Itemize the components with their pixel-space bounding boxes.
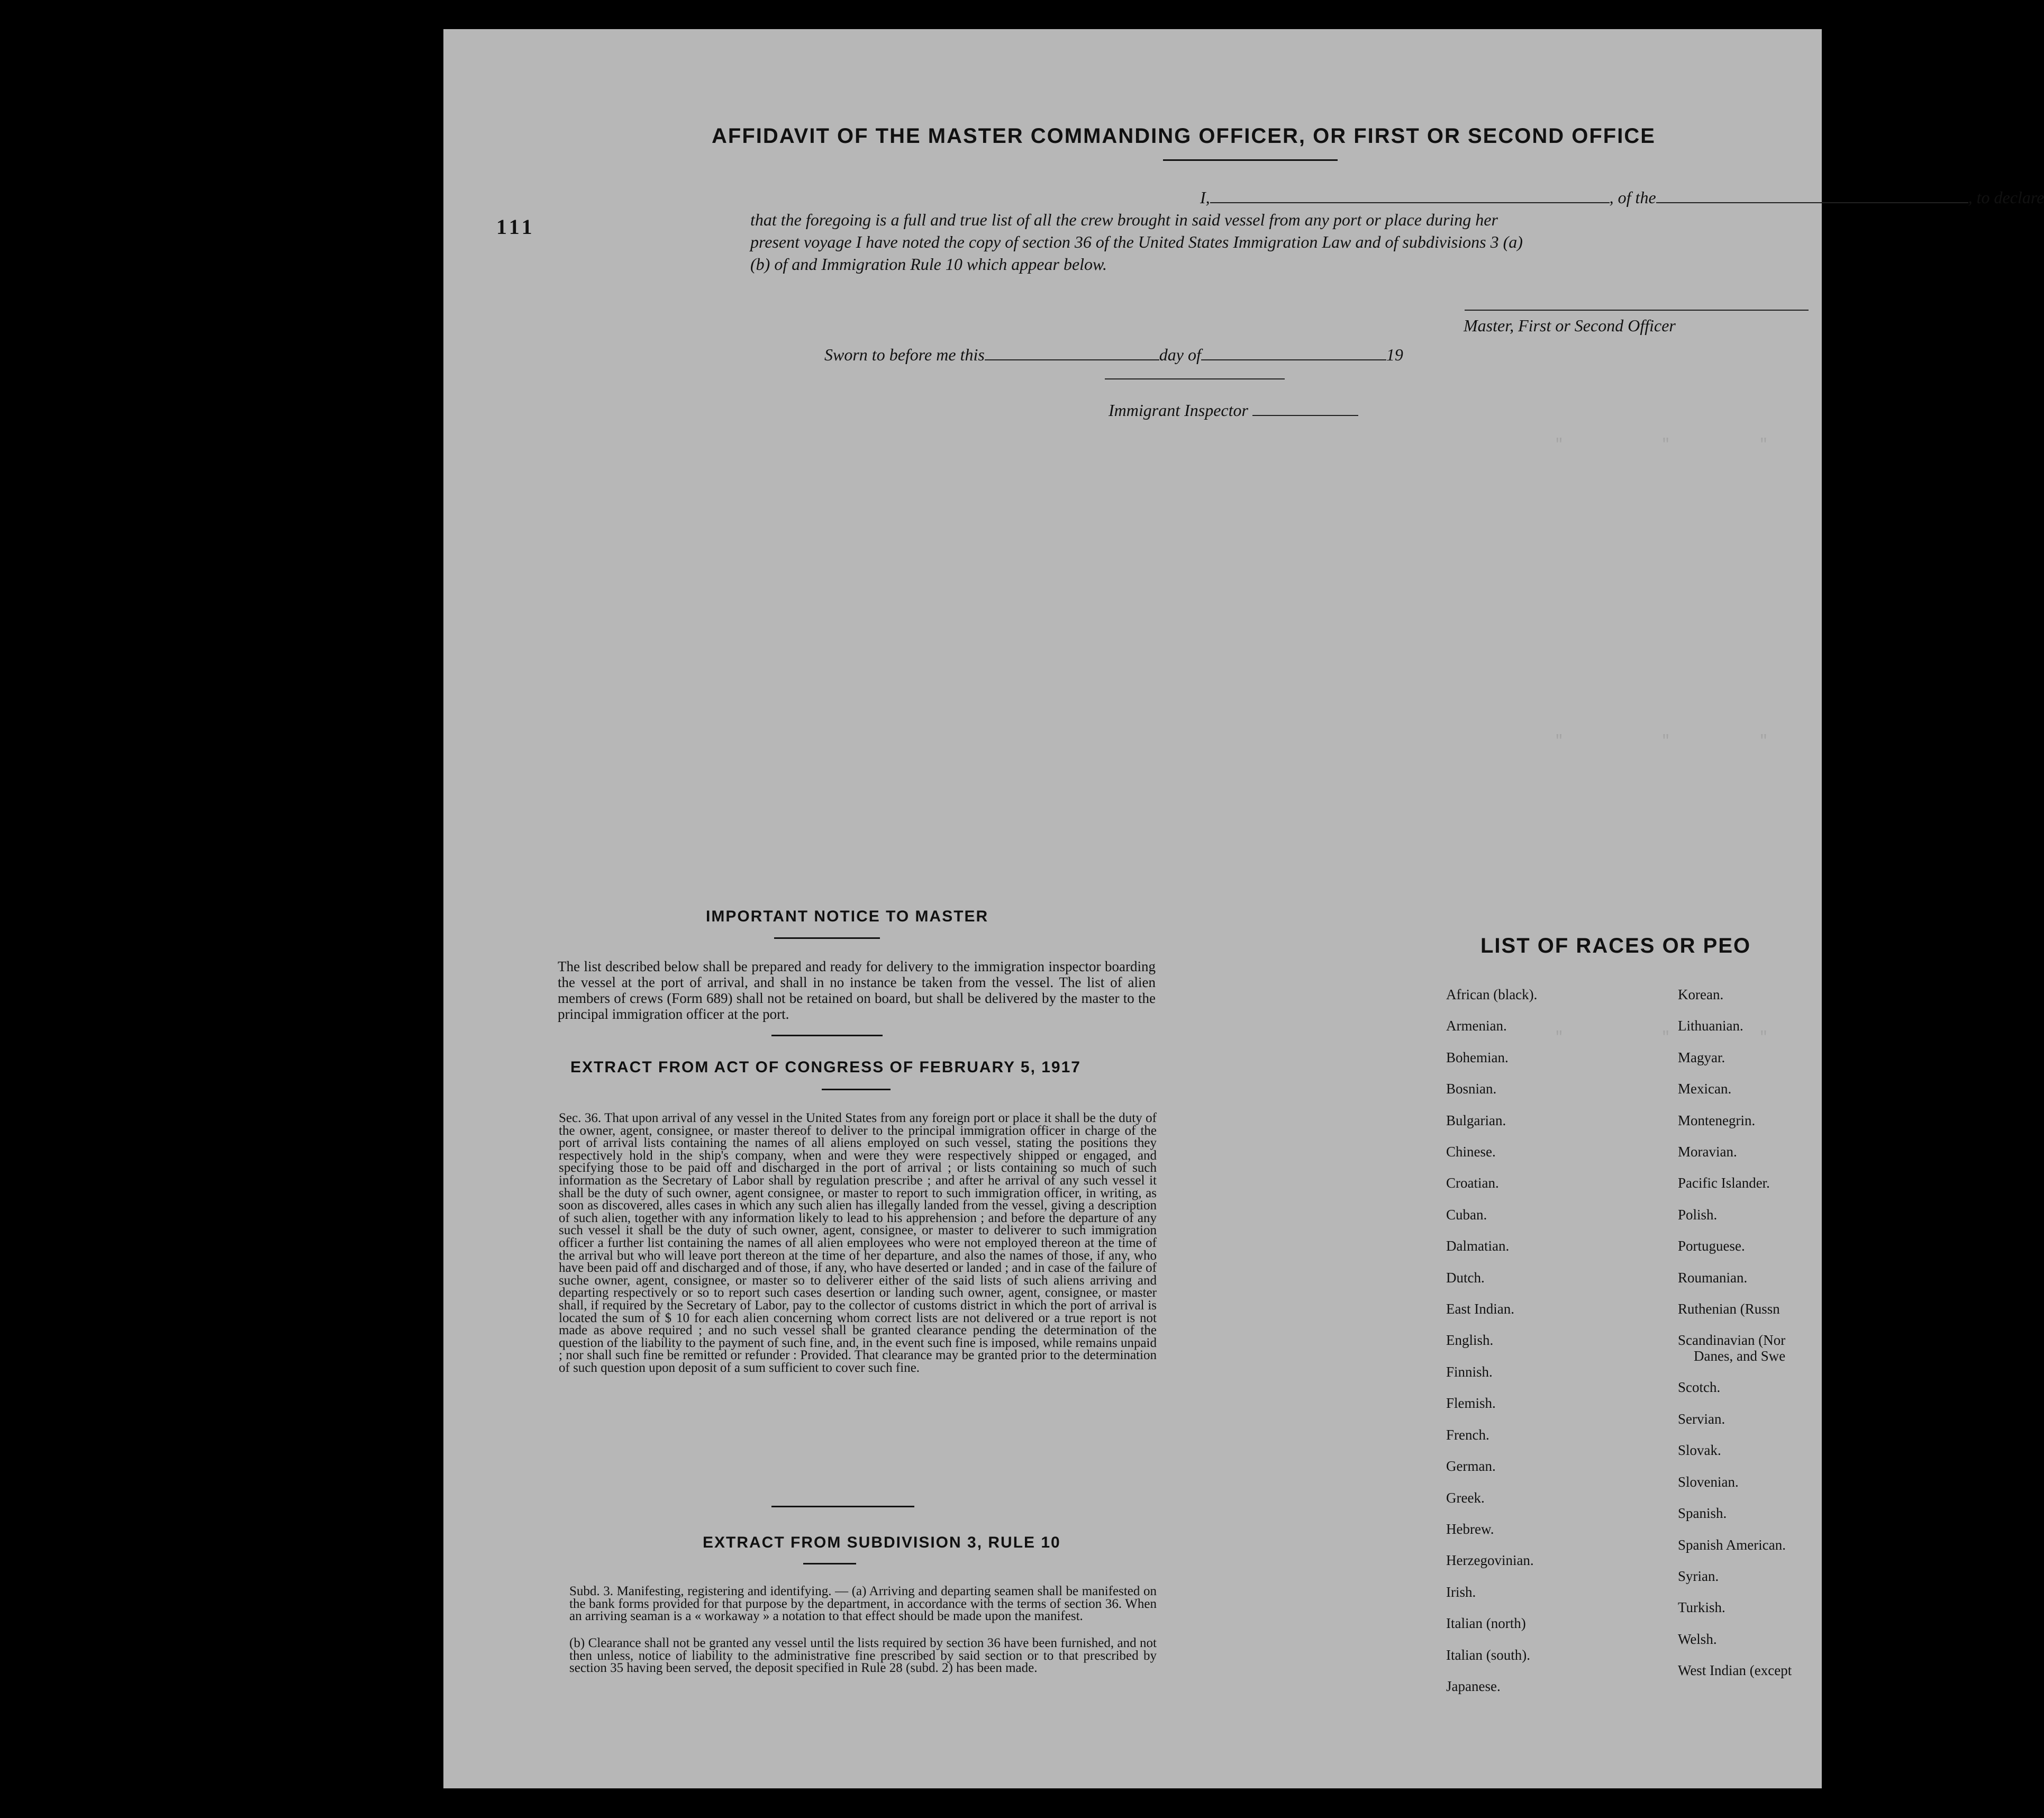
race-item: Cuban. bbox=[1446, 1206, 1487, 1223]
race-item: English. bbox=[1446, 1332, 1494, 1349]
race-item: Pacific Islander. bbox=[1678, 1175, 1770, 1191]
race-item: Finnish. bbox=[1446, 1363, 1493, 1380]
section-rule bbox=[771, 1035, 883, 1036]
name-field[interactable] bbox=[1210, 202, 1610, 203]
race-item: Herzegovinian. bbox=[1446, 1552, 1534, 1569]
inspector-line bbox=[1109, 401, 1358, 420]
heading-rule bbox=[1163, 159, 1338, 161]
affidavit-line-2: that the foregoing is a full and true list of all the crew brought in said vessel from any port or place during her bbox=[750, 210, 1498, 229]
race-item: Slovenian. bbox=[1678, 1473, 1739, 1490]
act-heading: EXTRACT FROM ACT OF CONGRESS OF FEBRUARY 5, 1917 bbox=[570, 1059, 1081, 1076]
race-item: Scandinavian (Nor bbox=[1678, 1332, 1786, 1349]
race-item: Slovak. bbox=[1678, 1442, 1721, 1459]
day-of-label: day of bbox=[1159, 345, 1201, 364]
race-item: East Indian. bbox=[1446, 1301, 1514, 1317]
race-item: Dalmatian. bbox=[1446, 1238, 1510, 1254]
to-declare-label: , to declare bbox=[1968, 188, 2044, 207]
race-item: Korean. bbox=[1678, 987, 1724, 1002]
race-item: Ruthenian (Russn bbox=[1678, 1301, 1780, 1317]
race-item: Dutch. bbox=[1446, 1269, 1485, 1286]
race-item: Welsh. bbox=[1678, 1631, 1717, 1647]
race-item: Irish. bbox=[1446, 1584, 1476, 1600]
race-item: Moravian. bbox=[1678, 1144, 1737, 1160]
i-label: I, bbox=[1200, 188, 1210, 207]
sworn-month-field[interactable] bbox=[1201, 359, 1386, 360]
bleed-through-text: " " " bbox=[1555, 733, 1768, 749]
affidavit-heading: AFFIDAVIT OF THE MASTER COMMANDING OFFICER, OR FIRST OR SECOND OFFICE bbox=[712, 124, 1656, 148]
race-item: Scotch. bbox=[1678, 1379, 1721, 1396]
notice-heading: IMPORTANT NOTICE TO MASTER bbox=[706, 908, 989, 925]
sworn-label: Sworn to before me this bbox=[824, 345, 985, 364]
race-item: Roumanian. bbox=[1678, 1269, 1748, 1286]
notice-rule bbox=[774, 937, 880, 939]
race-item: Japanese. bbox=[1446, 1678, 1501, 1694]
race-item: Armenian. bbox=[1446, 1018, 1507, 1034]
races-heading: LIST OF RACES OR PEO bbox=[1480, 934, 1751, 957]
races-column-2 bbox=[1678, 979, 1792, 1687]
master-signature-field[interactable] bbox=[1465, 310, 1809, 311]
race-item: Turkish. bbox=[1678, 1599, 1725, 1616]
race-item: Magyar. bbox=[1678, 1049, 1725, 1065]
race-item: Danes, and Swe bbox=[1694, 1348, 1786, 1364]
race-item: Bosnian. bbox=[1446, 1081, 1497, 1097]
margin-marks: 111 bbox=[496, 215, 535, 239]
race-item: Spanish. bbox=[1678, 1505, 1727, 1522]
rule-rule bbox=[803, 1563, 856, 1564]
race-item: Flemish. bbox=[1446, 1395, 1496, 1412]
inspector-field[interactable] bbox=[1252, 415, 1358, 416]
race-item: African (black). bbox=[1446, 987, 1538, 1002]
race-item: Hebrew. bbox=[1446, 1521, 1494, 1537]
inspector-label: Immigrant Inspector bbox=[1109, 401, 1248, 420]
race-item: Servian. bbox=[1678, 1410, 1725, 1427]
race-item: West Indian (except bbox=[1678, 1662, 1792, 1679]
sworn-day-field[interactable] bbox=[985, 359, 1159, 360]
race-item: Bohemian. bbox=[1446, 1049, 1509, 1065]
rule-heading: EXTRACT FROM SUBDIVISION 3, RULE 10 bbox=[703, 1534, 1061, 1551]
race-item: Montenegrin. bbox=[1678, 1112, 1756, 1128]
race-item: Italian (south). bbox=[1446, 1647, 1530, 1663]
race-item: Greek. bbox=[1446, 1489, 1485, 1506]
races-column-1 bbox=[1446, 979, 1537, 1702]
manifest-page bbox=[443, 29, 2044, 1788]
rule-para-b: (b) Clearance shall not be granted any vessel until the lists required by section 36 have been furnished, and not then unless, notice of liability to the administrative fine prescribed by said section or to that prescribed by section 35 having been served, the deposit specified in Rule 28 (subd. 2) has been made. bbox=[569, 1636, 1157, 1676]
race-item: Chinese. bbox=[1446, 1144, 1496, 1160]
of-the-label: , of the bbox=[1609, 188, 1656, 207]
bleed-through-text: " " " bbox=[1555, 437, 1768, 453]
affidavit-line-3: present voyage I have noted the copy of section 36 of the United States Immigration Law and of subdivisions 3 (a) bbox=[750, 232, 1523, 251]
sworn-line bbox=[824, 345, 1403, 365]
race-item: Polish. bbox=[1678, 1206, 1718, 1223]
race-item: Mexican. bbox=[1678, 1081, 1732, 1097]
race-item: Bulgarian. bbox=[1446, 1112, 1506, 1128]
race-item: German. bbox=[1446, 1458, 1496, 1475]
rule-para-a: Subd. 3. Manifesting, registering and identifying. — (a) Arriving and departing seamen shall be manifested on the bank forms provided for that purpose by the department, in accordance with the terms of section 36. When an arriving seaman is a « workaway » a notation to that effect should be made upon the manifest. bbox=[569, 1584, 1157, 1624]
race-item: French. bbox=[1446, 1426, 1489, 1443]
affidavit-line-4: (b) of and Immigration Rule 10 which appear below. bbox=[750, 255, 1107, 274]
inspector-signature-field[interactable] bbox=[1105, 378, 1285, 379]
race-item: Croatian. bbox=[1446, 1175, 1499, 1191]
vessel-field[interactable] bbox=[1656, 202, 1968, 203]
act-rule bbox=[822, 1089, 891, 1090]
bleed-through-text: " " " bbox=[1555, 1029, 1768, 1046]
section-rule bbox=[771, 1506, 914, 1507]
race-item: Spanish American. bbox=[1678, 1536, 1786, 1553]
master-label: Master, First or Second Officer bbox=[1464, 316, 1676, 335]
race-item: Syrian. bbox=[1678, 1568, 1719, 1584]
year-label: 19 bbox=[1386, 345, 1403, 364]
act-body: Sec. 36. That upon arrival of any vessel in the United States from any foreign port or place it shall be the duty of the owner, agent, consignee, or master thereof to deliver to the principal immigration officer in charge of the port of arrival lists containing the names of all aliens employed on such vessel, stating the positions they respectively hold in the ship's company, when and were they were respectively shipped or engaged, and specifying those to be paid off and discharged in the port of arrival ; or lists containing so much of such information as the Secretary of Labor shall by regulation prescribe ; and after he arrival of any such vessel it shall be the duty of such owner, agent consignee, or master to report to such immigration officer, in writing, as soon as discovered, alles cases in which any such alien has illegally landed from the vessel, giving a description of such alien, together with any information likely to lead to his apprehension ; and before the departure of any such vessel it shall be the duty of such owner, agent, consignee, or master to deliverer to such immigration officer a further list containing the names of all alien employees who were not employed thereon at the time of the arrival but who will leave port thereon at the time of her departure, and also the names of those, if any, who have been paid off and discharged and of those, if any, who have deserted or landed ; and in case of the failure of suche owner, agent, consignee, or master so to deliverer either of the said lists of such aliens arriving and departing respectively or so to report such cases desertion or landing such owner, agent, consignee, or master shall, if required by the Secretary of Labor, pay to the collector of customs district in which the port of arrival is located the sum of $ 10 for each alien concerning whom correct lists are not delivered or a true report is not made as above required ; and no such vessel shall be granted clearance pending the determination of the question of the liability to the payment of such fine, and, in the event such fine is imposed, while remains unpaid ; nor shall such fine be remitted or refunder : Provided. That clearance may be granted prior to the determination of such question upon deposit of a sum sufficient to cover such fine. bbox=[559, 1111, 1157, 1375]
race-item: Lithuanian. bbox=[1678, 1018, 1743, 1034]
affidavit-line-1 bbox=[1200, 188, 2044, 207]
race-item: Portuguese. bbox=[1678, 1238, 1745, 1254]
race-item: Italian (north) bbox=[1446, 1615, 1526, 1632]
notice-body: The list described below shall be prepared and ready for delivery to the immigration inspector boarding the vessel at the port of arrival, and shall in no instance be taken from the vessel. The list of alien members of crews (Form 689) shall not be retained on board, but shall be delivered by the master to the principal immigration officer at the port. bbox=[558, 958, 1156, 1022]
